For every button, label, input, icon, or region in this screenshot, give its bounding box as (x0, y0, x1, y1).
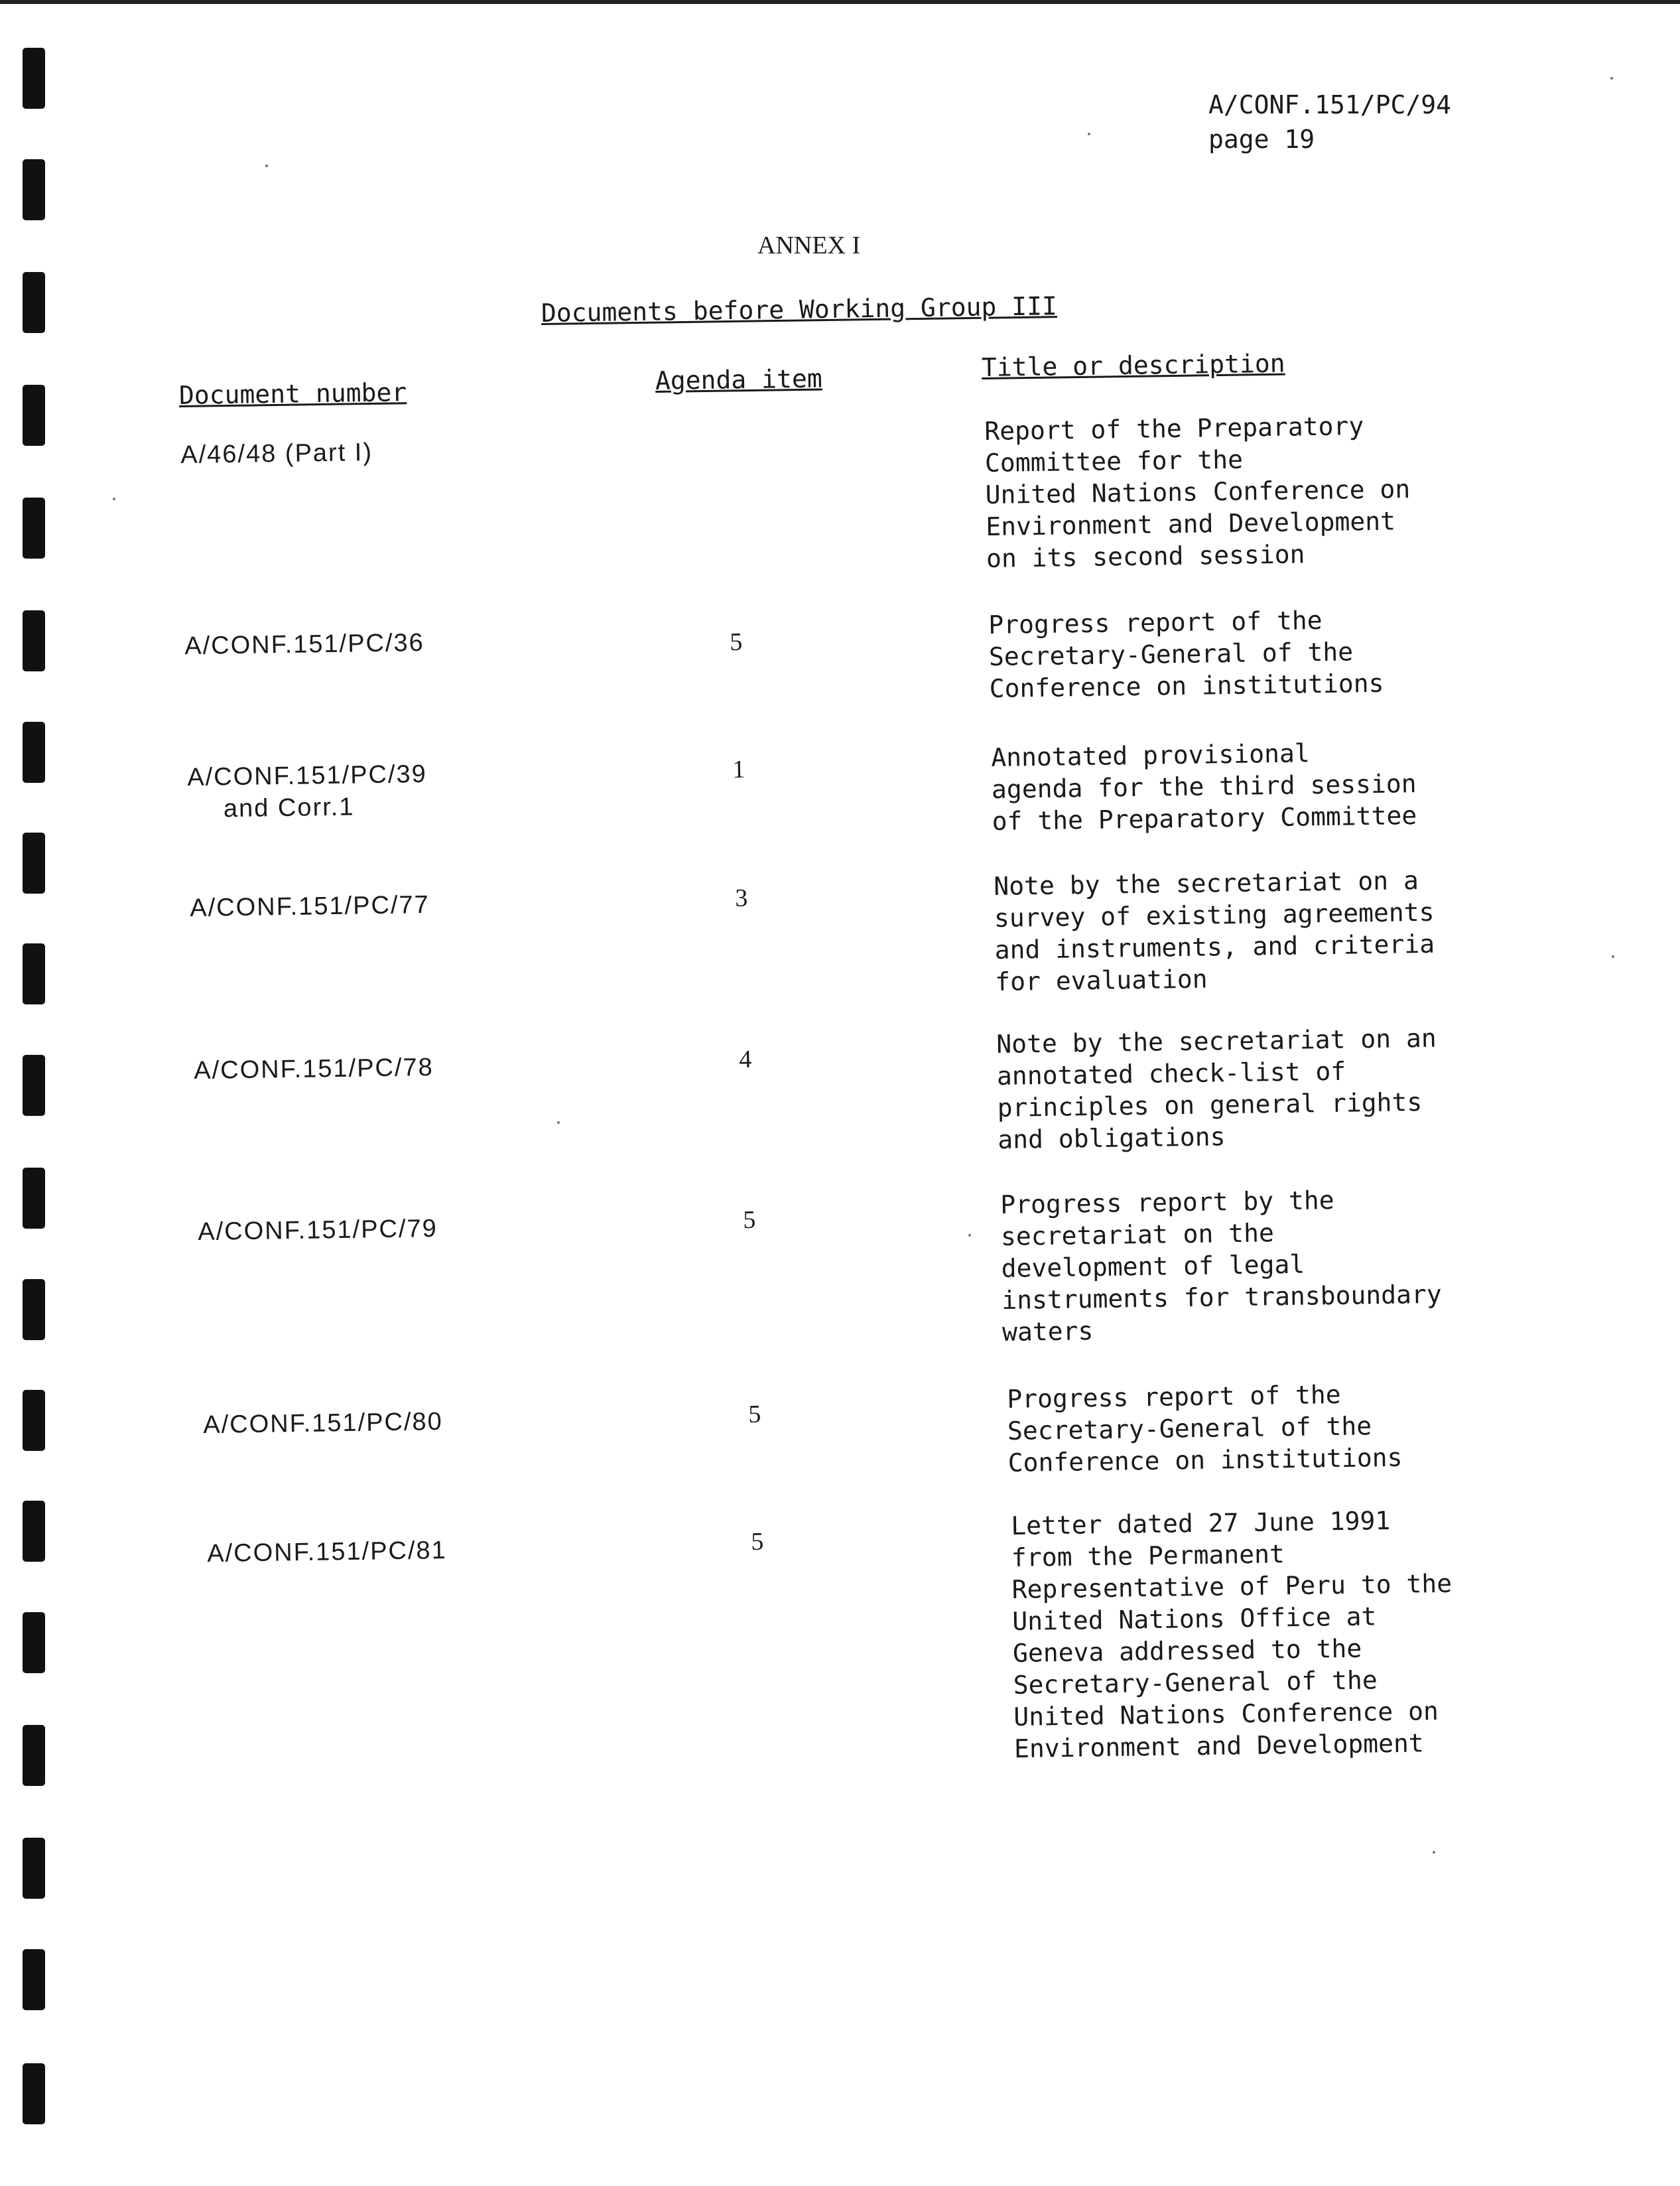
document-symbol: A/CONF.151/PC/94 (1208, 90, 1452, 119)
description-line: and instruments, and criteria (994, 929, 1435, 965)
punch-mark (23, 1838, 45, 1899)
column-header-document-number: Document number (178, 377, 407, 410)
column-header-title: Title or description (981, 348, 1285, 382)
description-line: survey of existing agreements (994, 897, 1435, 933)
document-number-line: A/CONF.151/PC/39 (187, 760, 428, 791)
punch-mark (23, 48, 45, 109)
punch-mark (23, 1501, 45, 1562)
punch-mark (23, 498, 45, 559)
punch-mark (23, 1168, 45, 1229)
description-line: Secretary-General of the (988, 637, 1354, 671)
description-line: United Nations Conference on (1013, 1696, 1439, 1732)
description-line: Representative of Peru to the (1011, 1568, 1453, 1604)
description-line: Secretary-General of the (1007, 1411, 1372, 1446)
annex-label: ANNEX I (757, 232, 861, 259)
description-line: United Nations Office at (1012, 1602, 1377, 1636)
description-line: Conference on institutions (1007, 1442, 1403, 1477)
description-line: from the Permanent (1011, 1539, 1285, 1572)
document-number-line: and Corr.1 (223, 793, 355, 823)
description-line: annotated check-list of (996, 1056, 1346, 1091)
agenda-item: 5 (730, 628, 743, 656)
page-heading: Documents before Working Group III (541, 291, 1058, 328)
document-number (187, 758, 428, 825)
title-description (984, 409, 1411, 575)
description-line: principles on general rights (997, 1087, 1423, 1123)
description-line: development of legal (1001, 1249, 1305, 1283)
document-number-line: A/CONF.151/PC/80 (203, 1407, 444, 1439)
title-description (1007, 1378, 1403, 1479)
column-header-agenda-item: Agenda item (655, 364, 822, 395)
punch-mark (23, 1055, 45, 1116)
description-line: Note by the secretariat on an (996, 1023, 1437, 1059)
punch-mark (23, 610, 45, 671)
description-line: agenda for the third session (991, 769, 1417, 804)
punch-mark (23, 1949, 45, 2010)
agenda-item: 5 (743, 1205, 756, 1234)
scan-speck (113, 498, 115, 500)
description-line: and obligations (998, 1122, 1226, 1154)
scan-speck (265, 165, 268, 167)
punch-mark (23, 1725, 45, 1786)
scan-top-edge (0, 0, 1680, 4)
description-line: United Nations Conference on (985, 474, 1411, 510)
title-description (1011, 1504, 1454, 1765)
punch-mark (23, 943, 45, 1004)
document-reference (1208, 88, 1451, 157)
document-number (190, 889, 430, 924)
scan-speck (1610, 77, 1613, 80)
punch-mark (23, 833, 45, 894)
document-number (198, 1213, 438, 1248)
document-number-line: A/CONF.151/PC/36 (184, 628, 425, 660)
description-line: Secretary-General of the (1013, 1665, 1378, 1700)
description-line: Annotated provisional (991, 738, 1311, 772)
agenda-item: 5 (751, 1527, 764, 1556)
punch-mark (23, 1390, 45, 1451)
description-line: Environment and Development (986, 506, 1396, 541)
description-line: instruments for transboundary (1002, 1279, 1443, 1315)
description-line: Geneva addressed to the (1012, 1633, 1362, 1668)
document-number-line: A/CONF.151/PC/81 (207, 1536, 448, 1568)
punch-mark (23, 722, 45, 783)
punch-mark (23, 1279, 45, 1340)
punch-mark (23, 1612, 45, 1673)
description-line: Environment and Development (1013, 1728, 1424, 1763)
title-description (996, 1022, 1438, 1156)
title-description (991, 736, 1417, 837)
agenda-item: 4 (739, 1045, 752, 1073)
document-number (194, 1052, 434, 1087)
document-number-line: A/46/48 (Part I) (180, 438, 373, 469)
scan-speck (1612, 955, 1614, 958)
description-line: Letter dated 27 June 1991 (1011, 1506, 1391, 1540)
description-line: on its second session (986, 539, 1305, 573)
description-line: Progress report by the (1000, 1185, 1334, 1219)
agenda-item: 1 (732, 755, 745, 784)
description-line: of the Preparatory Committee (992, 801, 1417, 836)
document-number (203, 1406, 443, 1441)
description-line: Committee for the (984, 444, 1244, 478)
punch-mark (23, 2063, 45, 2124)
agenda-item: 3 (735, 884, 748, 912)
description-line: waters (1002, 1316, 1094, 1347)
scan-speck (1088, 133, 1090, 135)
description-line: secretariat on the (1000, 1218, 1275, 1251)
title-description (994, 864, 1435, 998)
document-number-line: A/CONF.151/PC/78 (194, 1053, 434, 1085)
punch-mark (23, 272, 45, 333)
punch-mark (23, 385, 45, 446)
scan-speck (557, 1121, 560, 1124)
description-line: Note by the secretariat on a (994, 866, 1419, 901)
document-number-line: A/CONF.151/PC/79 (198, 1214, 438, 1246)
title-description (988, 604, 1384, 705)
description-line: for evaluation (995, 964, 1208, 996)
description-line: Progress report of the (1007, 1379, 1341, 1414)
title-description (1000, 1183, 1443, 1348)
page-number: page 19 (1208, 125, 1315, 154)
punch-mark (23, 159, 45, 220)
scan-speck (1433, 1851, 1435, 1854)
scan-speck (968, 1234, 971, 1237)
document-number (184, 627, 424, 662)
description-line: Report of the Preparatory (984, 411, 1364, 446)
description-line: Progress report of the (988, 605, 1323, 640)
document-number (207, 1535, 447, 1570)
agenda-item: 5 (748, 1400, 761, 1428)
document-number-line: A/CONF.151/PC/77 (190, 890, 430, 922)
document-number (180, 437, 373, 471)
description-line: Conference on institutions (989, 668, 1384, 703)
